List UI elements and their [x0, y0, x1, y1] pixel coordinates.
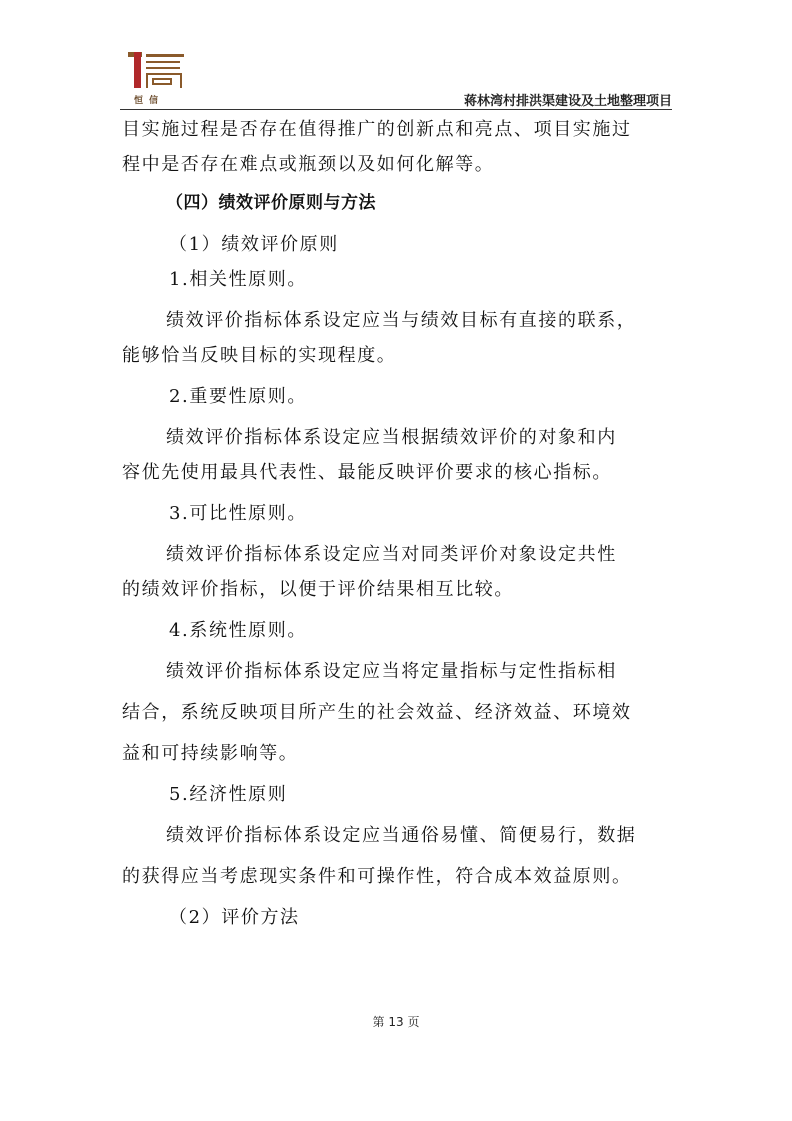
list-item-heading: 5.经济性原则 [169, 784, 288, 805]
paragraph-line: 绩效评价指标体系设定应当根据绩效评价的对象和内 [166, 427, 617, 448]
paragraph-line: 益和可持续影响等。 [122, 743, 299, 764]
paragraph-line: 容优先使用最具代表性、最能反映评价要求的核心指标。 [122, 462, 612, 483]
paragraph-line: 绩效评价指标体系设定应当通俗易懂、简便易行，数据 [166, 825, 637, 846]
paragraph-line: 目实施过程是否存在值得推广的创新点和亮点、项目实施过 [122, 119, 632, 140]
page-number: 第 13 页 [372, 1015, 420, 1029]
subsection-heading: （1）绩效评价原则 [169, 234, 339, 255]
document-header-title: 蒋林湾村排洪渠建设及土地整理项目 [463, 94, 672, 109]
paragraph-line: 的获得应当考虑现实条件和可操作性，符合成本效益原则。 [122, 866, 632, 887]
document-body [122, 112, 672, 935]
paragraph-line: 绩效评价指标体系设定应当对同类评价对象设定共性 [166, 544, 617, 565]
paragraph-line: 绩效评价指标体系设定应当将定量指标与定性指标相 [166, 661, 617, 682]
list-item-heading: 2.重要性原则。 [169, 386, 307, 407]
company-logo-icon [126, 50, 188, 92]
list-item-heading: 3.可比性原则。 [169, 503, 307, 524]
list-item-heading: 1.相关性原则。 [169, 269, 307, 290]
subsection-heading: （2）评价方法 [169, 907, 300, 928]
header-divider [120, 109, 672, 110]
paragraph-line: 程中是否存在难点或瓶颈以及如何化解等。 [122, 154, 495, 175]
list-item-heading: 4.系统性原则。 [169, 620, 307, 641]
paragraph-line: 能够恰当反映目标的实现程度。 [122, 345, 397, 366]
paragraph-line: 绩效评价指标体系设定应当与绩效目标有直接的联系， [166, 310, 637, 331]
paragraph-line: 结合，系统反映项目所产生的社会效益、经济效益、环境效 [122, 702, 632, 723]
paragraph-line: 的绩效评价指标，以便于评价结果相互比较。 [122, 579, 514, 600]
logo-text: 恒信 [134, 96, 165, 106]
section-heading: （四）绩效评价原则与方法 [166, 193, 376, 213]
company-logo [126, 50, 188, 106]
